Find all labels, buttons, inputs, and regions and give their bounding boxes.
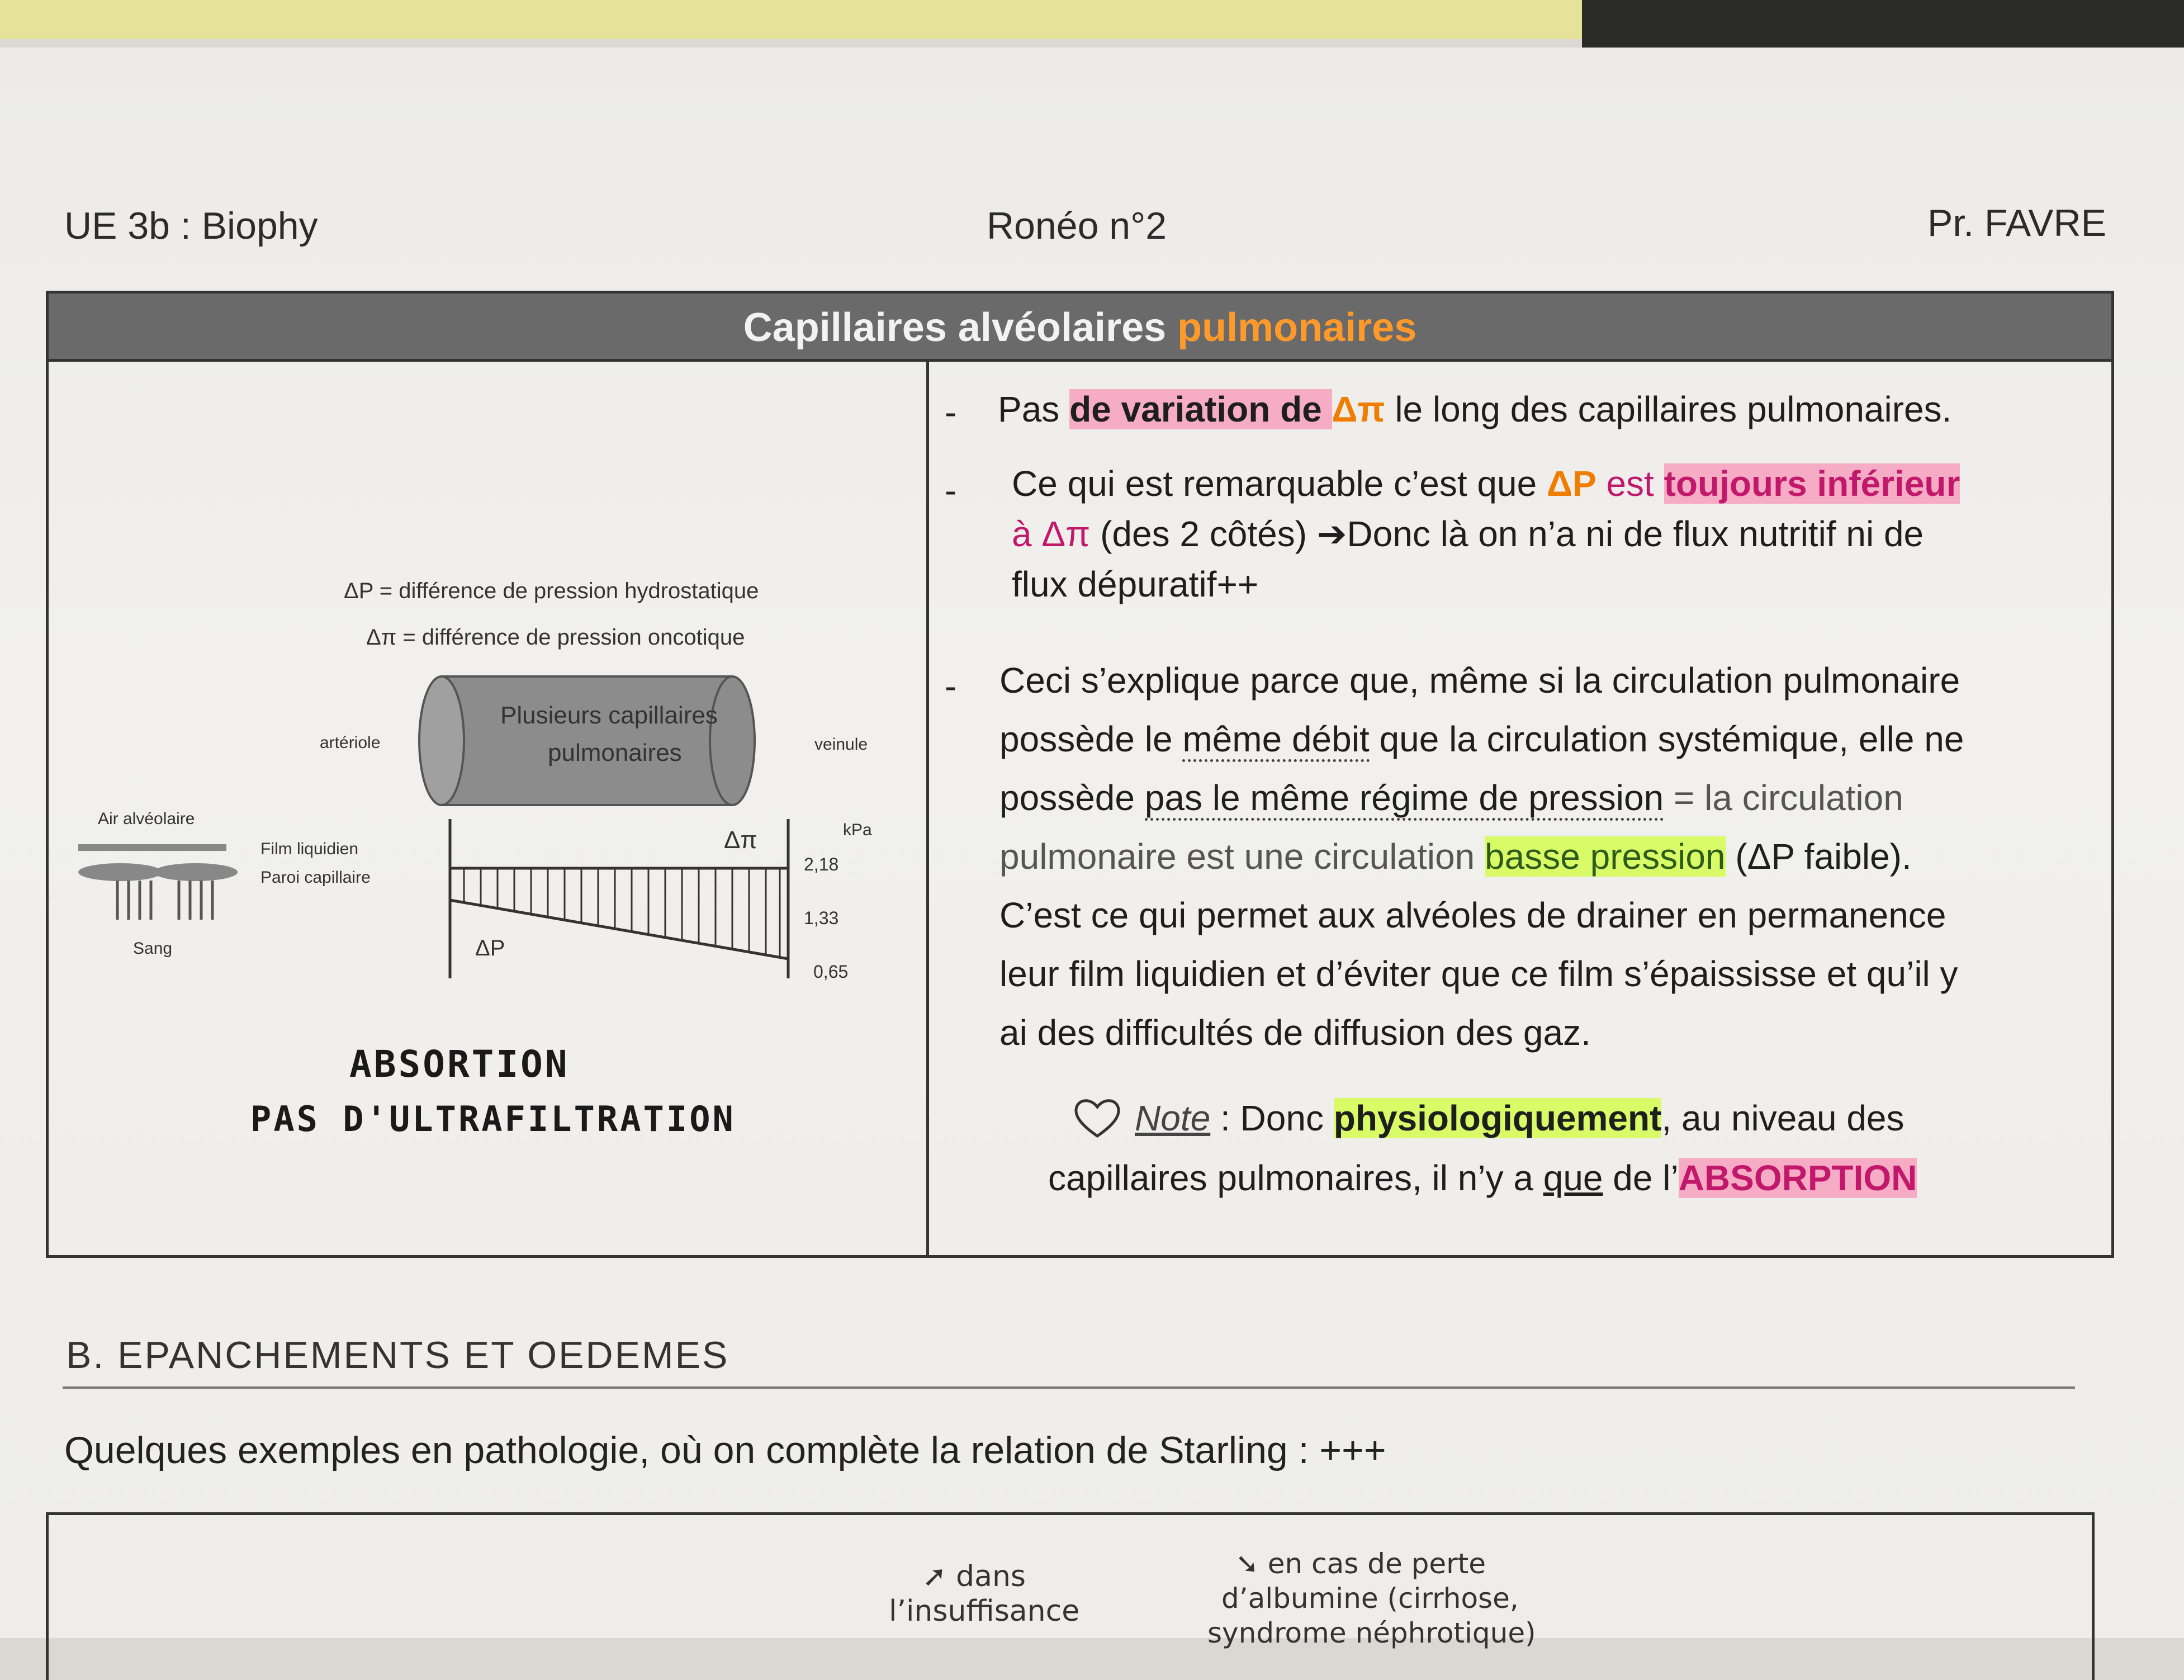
- header-professor: Pr. FAVRE: [1927, 202, 2106, 244]
- note-physiologically: physiologiquement: [1333, 1098, 1662, 1138]
- b2-part-a: Ce qui est remarquable c’est que: [1012, 463, 1547, 504]
- b3-l2-c: que la circulation systémique, elle ne: [1369, 719, 1964, 759]
- bullet-2-line3: flux dépuratif++: [1012, 564, 1259, 604]
- label-veinule: veinule: [814, 735, 868, 754]
- label-unit: kPa: [843, 821, 872, 839]
- section-intro: Quelques exemples en pathologie, où on complète la relation de Starling : +++: [64, 1429, 1386, 1471]
- b3-l3-a: possède: [999, 778, 1145, 818]
- label-alveolar-air: Air alvéolaire: [98, 810, 195, 828]
- note-only: que: [1543, 1158, 1603, 1198]
- bullet-3-line1: Ceci s’explique parce que, même si la circulation pulmonaire: [999, 660, 1960, 701]
- b2-part-c: est: [1596, 463, 1664, 504]
- capillary-label-line2: pulmonaires: [548, 739, 682, 766]
- bullet-3-line7: ai des difficultés de diffusion des gaz.: [999, 1012, 1591, 1053]
- table2-cell2-line2: d’albumine (cirrhose,: [1221, 1582, 1519, 1615]
- label-arteriole: artériole: [320, 733, 381, 752]
- b2-always-lower: toujours inférieur: [1664, 463, 1960, 504]
- background-yellow-strip: [0, 0, 1582, 39]
- b3-l3-c: = la circulation: [1664, 778, 1903, 818]
- b3-not-same-regime: pas le même régime de pression: [1145, 778, 1664, 821]
- table-title-highlight: pulmonaires: [1177, 305, 1417, 350]
- bullet-3-line3: [999, 777, 1903, 818]
- legend-oncotic: Δπ = différence de pression oncotique: [366, 625, 745, 650]
- label-blood: Sang: [133, 939, 173, 958]
- table-title: [49, 294, 2111, 362]
- b1-part-a: Pas: [998, 389, 1070, 429]
- note-part-a: : Donc: [1210, 1098, 1334, 1138]
- b2-delta-pi: à Δπ: [1012, 514, 1091, 554]
- symbol-delta-p: ΔP: [475, 936, 505, 960]
- bullet-3-line4: [999, 836, 1912, 877]
- table2-cell2-line1: ➘ en cas de perte: [1235, 1548, 1486, 1580]
- capillary-label-line1: Plusieurs capillaires: [500, 702, 718, 729]
- symbol-delta-pi: Δπ: [724, 826, 757, 854]
- b2-line2-rest: (des 2 côtés) ➔Donc là on n’a ni de flux nutritif ni de: [1090, 514, 1924, 554]
- table2-cell1-line1: ➚ dans: [922, 1560, 1026, 1593]
- header-course: UE 3b : Biophy: [64, 205, 318, 247]
- b1-part-d: le long des capillaires pulmonaires.: [1385, 389, 1952, 429]
- b3-low-pressure: basse pression: [1485, 836, 1726, 877]
- bullet-3-line6: leur film liquidien et d’éviter que ce film s’épaississe et qu’il y: [999, 954, 1958, 994]
- handwritten-absorption: ABSORTION: [349, 1043, 570, 1086]
- label-liquid-film: Film liquidien: [260, 840, 359, 858]
- legend-hydrostatic: ΔP = différence de pression hydrostatique: [344, 579, 759, 603]
- note-l2-c: de l’: [1603, 1158, 1679, 1198]
- note-absorption: ABSORPTION: [1678, 1158, 1917, 1198]
- alveolar-structure-icon: [78, 844, 238, 920]
- bullet-2-line1: [1012, 463, 1960, 504]
- value-0-65: 0,65: [813, 962, 849, 982]
- b1-delta-pi: Δπ: [1332, 389, 1385, 429]
- section-title: B. EPANCHEMENTS ET OEDEMES: [66, 1334, 729, 1376]
- bullet-2-line2: [1012, 513, 1924, 555]
- label-capillary-wall: Paroi capillaire: [260, 868, 371, 887]
- note-line2: [1048, 1157, 1917, 1199]
- note-label: Note: [1135, 1098, 1211, 1138]
- section-rule: [63, 1386, 2075, 1389]
- value-1-33: 1,33: [804, 908, 839, 928]
- background-dark-strip: [1582, 0, 2184, 50]
- table2-cell1-line2: l’insuffisance: [889, 1594, 1080, 1628]
- b3-same-flow: même débit: [1182, 719, 1369, 762]
- b1-highlight: de variation de: [1069, 389, 1332, 429]
- b3-l4-a: pulmonaire est une circulation: [999, 836, 1485, 877]
- bullet-dash-3: -: [945, 666, 957, 706]
- bullet-1-text: [998, 389, 1951, 430]
- bullet-3-line5: C’est ce qui permet aux alvéoles de drainer en permanence: [999, 895, 1946, 935]
- bullet-dash-2: -: [945, 470, 957, 510]
- b2-delta-p: ΔP: [1546, 463, 1596, 504]
- note-line1: [1135, 1097, 1905, 1139]
- table-title-main: Capillaires alvéolaires: [743, 305, 1178, 350]
- bullet-dash-1: -: [945, 392, 957, 432]
- note-l2-a: capillaires pulmonaires, il n’y a: [1048, 1158, 1543, 1198]
- b3-l4-c: (ΔP faible).: [1725, 836, 1912, 877]
- table-column-divider: [926, 362, 929, 1258]
- note-part-c: , au niveau des: [1661, 1098, 1905, 1138]
- b3-l2-a: possède le: [999, 719, 1183, 759]
- value-2-18: 2,18: [804, 854, 839, 874]
- handwritten-no-ultrafiltration: PAS D'ULTRAFILTRATION: [250, 1099, 736, 1139]
- heart-icon: [1072, 1096, 1122, 1140]
- table2-cell2-line3: syndrome néphrotique): [1207, 1617, 1536, 1649]
- header-roneo: Ronéo n°2: [987, 205, 1167, 247]
- bullet-3-line2: [999, 718, 1964, 760]
